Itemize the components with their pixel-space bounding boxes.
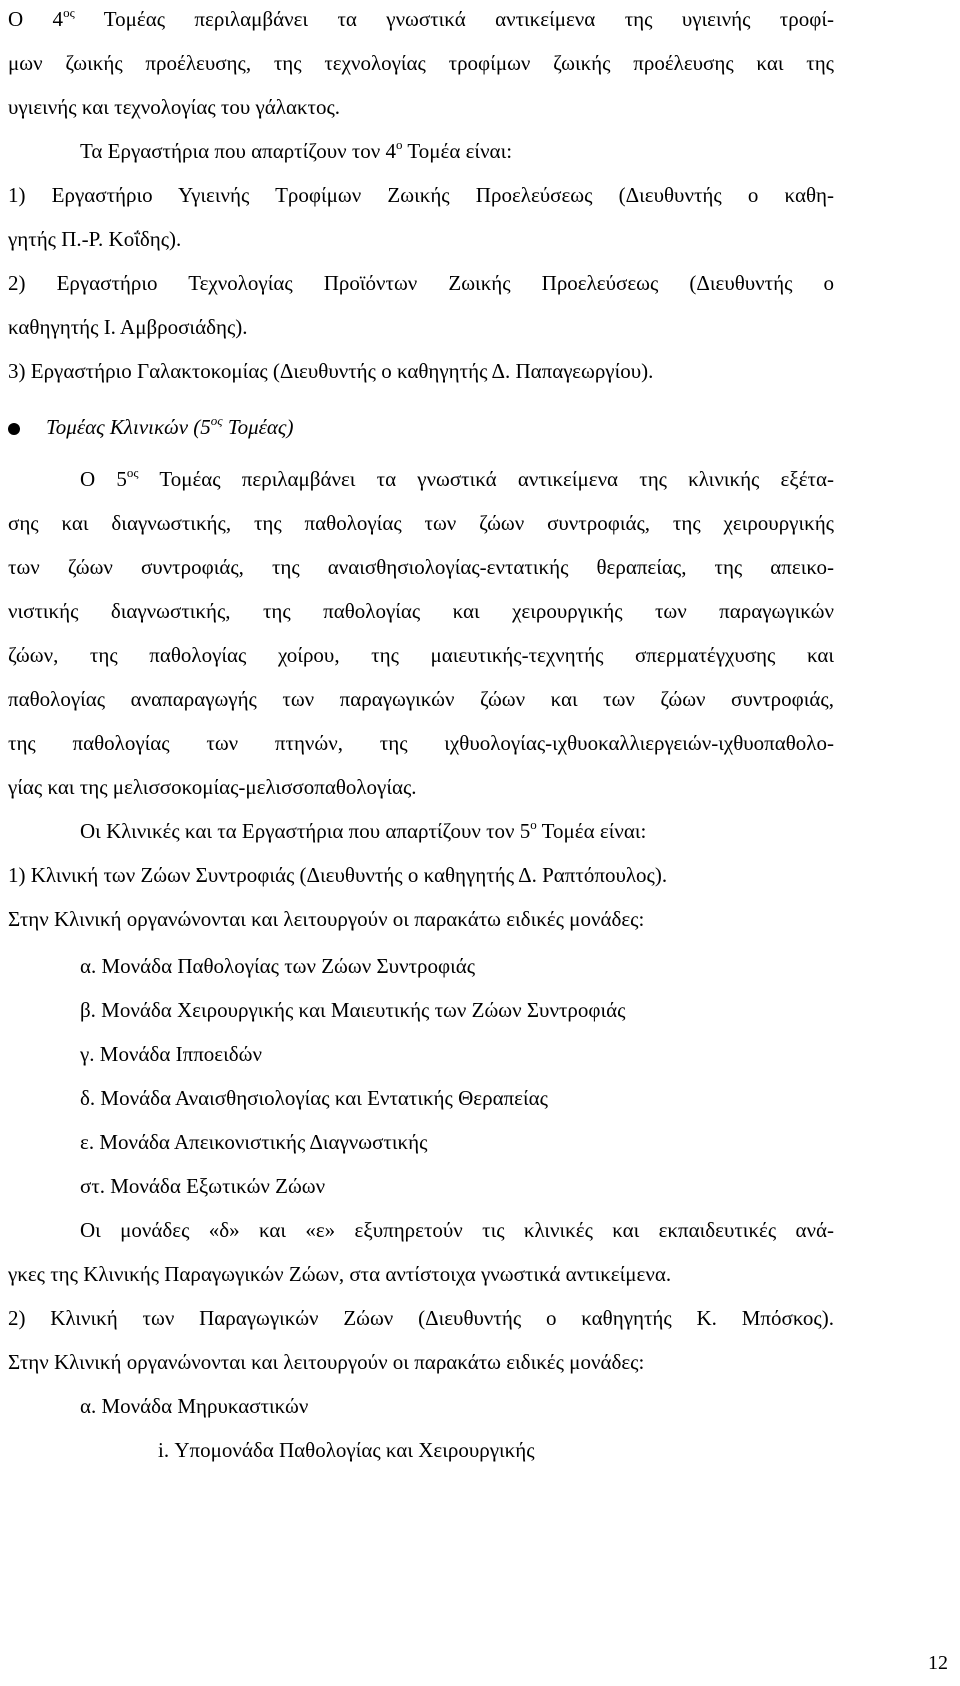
clinic-2-units-intro: Στην Κλινική οργανώνονται και λειτουργούν οι παρακάτω ειδικές μονάδες:: [8, 1350, 645, 1374]
clinic-1-units-intro: Στην Κλινική οργανώνονται και λειτουργούν οι παρακάτω ειδικές μονάδες:: [8, 907, 645, 931]
sector5-paragraph-line: Ο $5^{o\varsigma}$ Τομέας περιλαμβάνει τα γνωστικά αντικείμενα της κλινικής εξέτα-: [80, 465, 834, 491]
sector4-lab-1: 1) Εργαστήριο Υγιεινής Τροφίμων Ζωικής Προελεύσεως (Διευθυντής ο καθη-: [8, 183, 834, 207]
sector5-paragraph-line: νιστικής διαγνωστικής, της παθολογίας και χειρουργικής των παραγωγικών: [8, 599, 834, 623]
units-note-cont: γκες της Κλινικής Παραγωγικών Ζώων, στα αντίστοιχα γνωστικά αντικείμενα.: [8, 1262, 672, 1286]
clinic-1-unit: α. Μονάδα Παθολογίας των Ζώων Συντροφιάς: [80, 954, 476, 978]
sector4-lab-3: 3) Εργαστήριο Γαλακτοκομίας (Διευθυντής ο καθηγητής Δ. Παπαγεωργίου).: [8, 359, 654, 383]
sector5-paragraph-line: των ζώων συντροφιάς, της αναισθησιολογίας-εντατικής θεραπείας, της απεικο-: [8, 555, 834, 579]
sector4-lab-1-cont: γητής Π.-Ρ. Κοΐδης).: [8, 227, 182, 251]
clinic-2-subunit: i. Υπομονάδα Παθολογίας και Χειρουργικής: [158, 1438, 535, 1462]
sector4-paragraph-line: Ο $4^{o\varsigma}$ Τομέας περιλαμβάνει τα γνωστικά αντικείμενα της υγιεινής τροφί-: [8, 5, 834, 31]
clinic-1: 1) Κλινική των Ζώων Συντροφιάς (Διευθυντής ο καθηγητής Δ. Ραπτόπουλος).: [8, 863, 668, 887]
sector4-paragraph-line: μων ζωικής προέλευσης, της τεχνολογίας τροφίμων ζωικής προέλευσης και της: [8, 51, 834, 75]
sector5-paragraph-line: της παθολογίας των πτηνών, της ιχθυολογίας-ιχθυοκαλλιεργειών-ιχθυοπαθολο-: [8, 731, 834, 755]
sector5-heading-row: [8, 414, 834, 440]
clinic-1-unit: ε. Μονάδα Απεικονιστικής Διαγνωστικής: [80, 1130, 428, 1154]
clinic-1-unit: γ. Μονάδα Ιπποειδών: [80, 1042, 262, 1066]
clinic-1-unit: β. Μονάδα Χειρουργικής και Μαιευτικής των Ζώων Συντροφιάς: [80, 998, 626, 1022]
sector4-lab-2-cont: καθηγητής Ι. Αμβροσιάδης).: [8, 315, 248, 339]
sector4-paragraph-line: υγιεινής και τεχνολογίας του γάλακτος.: [8, 95, 341, 119]
sector5-paragraph-line: ζώων, της παθολογίας χοίρου, της μαιευτικής-τεχνητής σπερματέγχυσης και: [8, 643, 834, 667]
clinic-2: 2) Κλινική των Παραγωγικών Ζώων (Διευθυντής ο καθηγητής Κ. Μπόσκος).: [8, 1306, 834, 1330]
sector5-heading: Τομέας Κλινικών ($5^{o\varsigma}$ Τομέας): [46, 413, 294, 439]
bullet-icon: [8, 423, 20, 435]
sector5-clinics-intro: Οι Κλινικές και τα Εργαστήρια που απαρτίζουν τον $5^o$ Τομέα είναι:: [80, 817, 647, 843]
sector4-lab-2: 2) Εργαστήριο Τεχνολογίας Προϊόντων Ζωικής Προελεύσεως (Διευθυντής ο: [8, 271, 834, 295]
page-number: 12: [928, 1652, 948, 1674]
sector5-paragraph-line: γίας και της μελισσοκομίας-μελισσοπαθολογίας.: [8, 775, 417, 799]
sector5-paragraph-line: παθολογίας αναπαραγωγής των παραγωγικών ζώων και των ζώων συντροφιάς,: [8, 687, 834, 711]
clinic-2-unit: α. Μονάδα Μηρυκαστικών: [80, 1394, 309, 1418]
units-note: Οι μονάδες «δ» και «ε» εξυπηρετούν τις κλινικές και εκπαιδευτικές ανά-: [80, 1218, 834, 1242]
clinic-1-unit: στ. Μονάδα Εξωτικών Ζώων: [80, 1174, 326, 1198]
sector4-labs-intro: Τα Εργαστήρια που απαρτίζουν τον $4^o$ Τομέα είναι:: [80, 137, 513, 163]
clinic-1-unit: δ. Μονάδα Αναισθησιολογίας και Εντατικής Θεραπείας: [80, 1086, 548, 1110]
sector5-paragraph-line: σης και διαγνωστικής, της παθολογίας των ζώων συντροφιάς, της χειρουργικής: [8, 511, 834, 535]
